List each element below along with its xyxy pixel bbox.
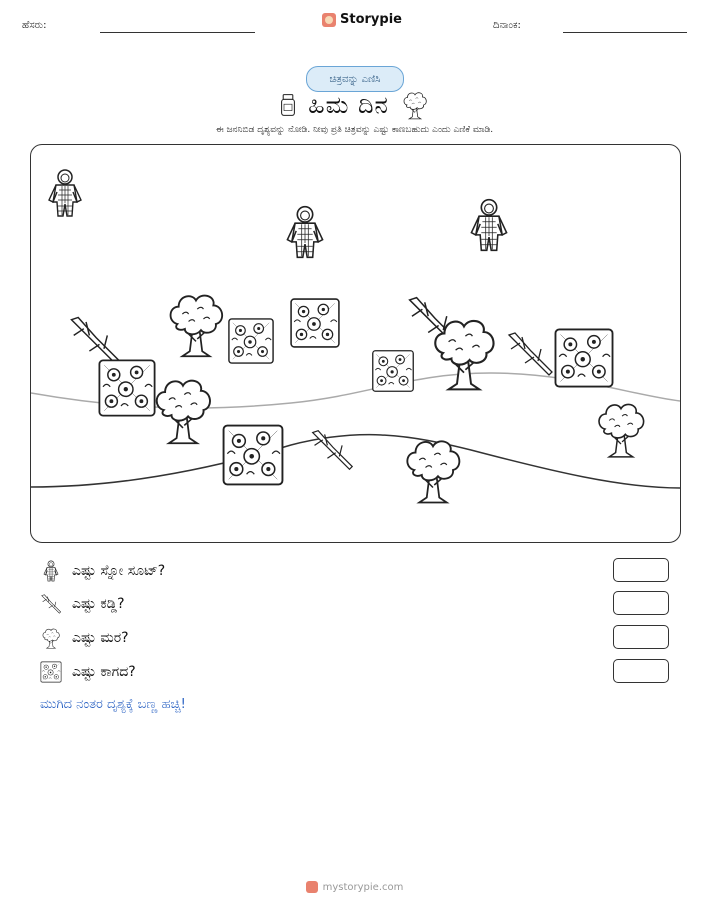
paper-icon: [289, 295, 341, 351]
answer-box-snowsuit[interactable]: [613, 558, 669, 582]
activity-tag: ಚಿತ್ರವನ್ನು ಎಣಿಸಿ: [306, 66, 404, 92]
tree-icon: [593, 399, 649, 459]
counting-scene: [30, 144, 681, 543]
question-text: ಎಷ್ಟು ಸ್ನೋ ಸೂಟ್?: [72, 563, 166, 579]
answer-box-tree[interactable]: [613, 625, 669, 649]
tree-icon: [401, 90, 429, 120]
coloring-note: ಮುಗಿದ ನಂತರ ದೃಶ್ಯಕ್ಕೆ ಬಣ್ಣ ಹಚ್ಚಿ!: [40, 697, 186, 712]
brand: [322, 12, 402, 27]
paper-icon: [221, 423, 285, 487]
snowsuit-icon: [45, 167, 85, 219]
twig-icon: [40, 593, 62, 615]
tree-icon: [397, 435, 469, 505]
paper-icon: [40, 661, 62, 683]
instruction-text: ಈ ಜನನಿಬಿಡ ದೃಶ್ಯವನ್ನು ನೋಡಿ. ನೀವು ಪ್ರತಿ ಚಿತ್ರವನ್ನು ಎಷ್ಟು ಕಾಣಬಹುದು ಎಂದು ಎಣಿಕೆ ಮಾಡಿ.: [215, 125, 494, 135]
site-url: mystorypie.com: [322, 881, 404, 893]
tree-icon: [151, 373, 215, 447]
storypie-logo-icon: [306, 881, 318, 893]
tree-icon: [40, 627, 62, 649]
page-title: ಹಿಮ ದಿನ: [308, 91, 389, 119]
question-text: ಎಷ್ಟು ಮರ?: [72, 630, 129, 646]
paper-icon: [97, 357, 157, 419]
question-snowsuit: [40, 558, 680, 584]
name-label: ಹೆಸರು:: [22, 20, 47, 31]
snowsuit-icon: [40, 560, 62, 582]
storypie-logo-icon: [322, 13, 336, 27]
date-label: ದಿನಾಂಕ:: [493, 20, 521, 31]
tree-icon: [165, 289, 227, 359]
name-field-line[interactable]: [100, 32, 255, 33]
question-text: ಎಷ್ಟು ಕಾಗದ?: [72, 664, 136, 680]
tree-icon: [429, 313, 499, 393]
paper-icon: [553, 327, 615, 389]
question-twig: [40, 591, 680, 617]
answer-box-twig[interactable]: [613, 591, 669, 615]
date-field-line[interactable]: [563, 32, 687, 33]
question-tree: [40, 625, 680, 651]
site-footer: [0, 881, 709, 893]
snowsuit-icon: [283, 201, 327, 263]
twig-icon: [309, 425, 355, 475]
twig-icon: [505, 327, 555, 381]
brand-name: Storypie: [340, 12, 402, 27]
paper-icon: [227, 317, 275, 365]
question-text: ಎಷ್ಟು ಕಡ್ಡಿ?: [72, 596, 125, 612]
snowsuit-icon: [467, 195, 511, 255]
title-row: [0, 88, 709, 122]
question-paper: [40, 659, 680, 685]
paper-icon: [371, 349, 415, 393]
answer-box-paper[interactable]: [613, 659, 669, 683]
jar-icon: [280, 92, 296, 118]
